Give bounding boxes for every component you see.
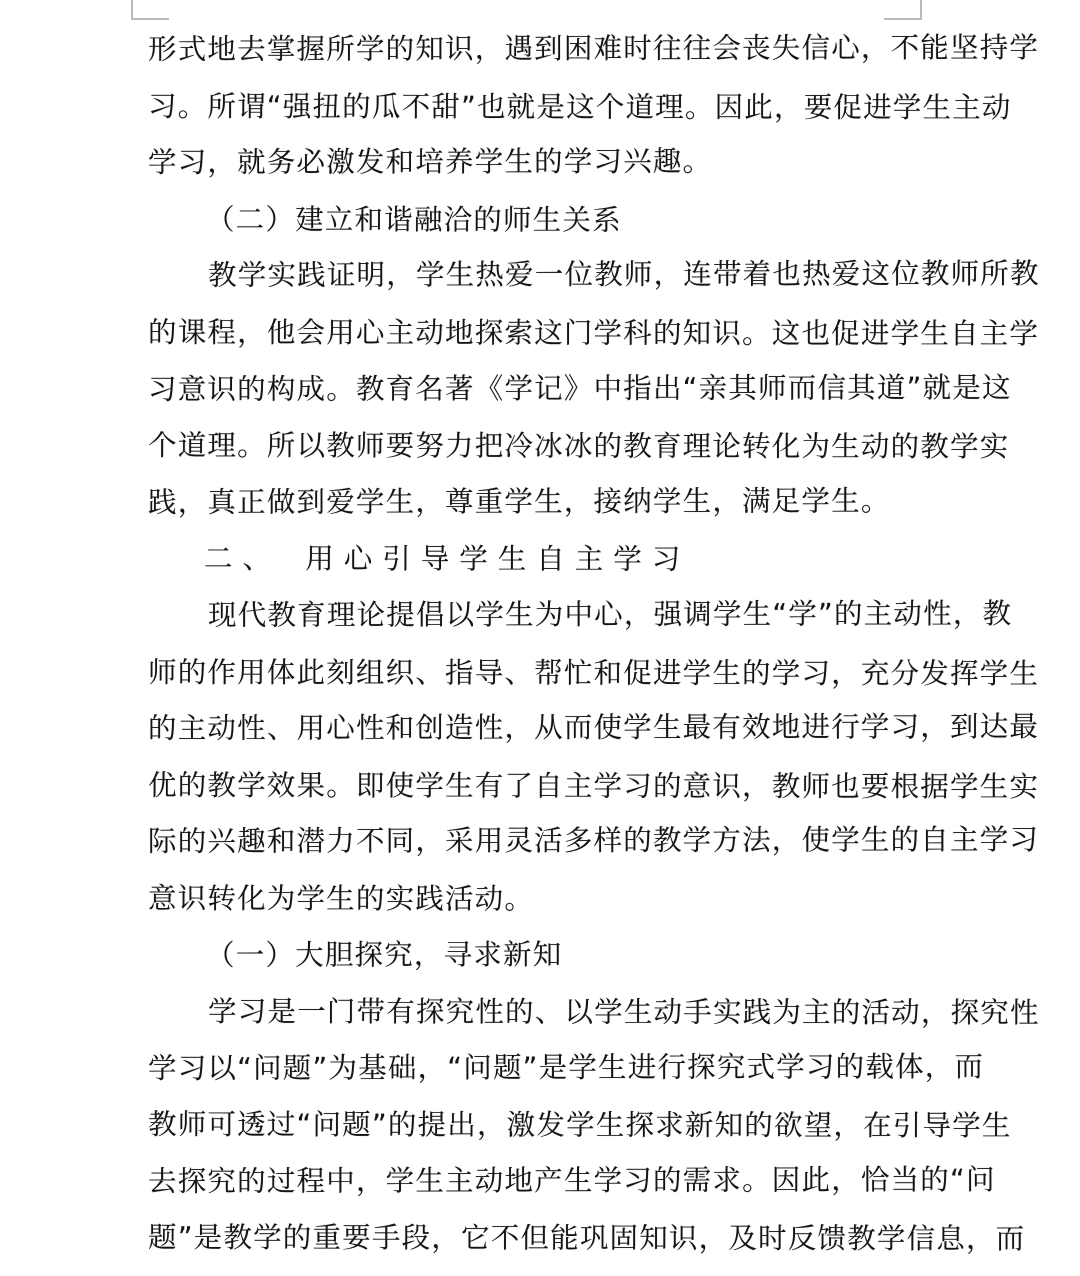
document-body	[147, 22, 1040, 1267]
text-line: 习 意 识 的 构 成 。 教 育 名 著 《 学 记 》 中 指 出 “ 亲 其 师 而 信 其 道 ” 就 是 这	[147, 370, 1012, 406]
text-line: 形 式 地 去 掌 握 所 学 的 知 识 ， 遇 到 困 难 时 往 往 会 丧 失 信 心 ， 不 能 坚 持 学	[147, 31, 1040, 66]
text-line: 学 习 是 一 门 带 有 探 究 性 的 、 以 学 生 动 手 实 践 为 主 的 活 动 ， 探 究 性	[207, 995, 1040, 1030]
text-line: 学 习 以 “ 问 题 ” 为 基 础 ， “ 问 题 ” 是 学 生 进 行 探 究 式 学 习 的 载 体 ， 而	[147, 1049, 985, 1085]
crop-mark-top-left-icon	[131, 0, 169, 20]
text-line: 习 。 所 谓 “ 强 扭 的 瓜 不 甜 ” 也 就 是 这 个 道 理 。 因 此 ， 要 促 进 学 生 主 动	[147, 89, 1012, 124]
text-line: 题 ” 是 教 学 的 重 要 手 段 ， 它 不 但 能 巩 固 知 识 ， 及 时 反 馈 教 学 信 息 ， 而	[147, 1221, 1026, 1256]
text-line: 师 的 作 用 体 此 刻 组 织 、 指 导 、 帮 忙 和 促 进 学 生 的 学 习 ， 充 分 发 挥 学 生	[147, 655, 1040, 690]
text-line: 的 课 程 ， 他 会 用 心 主 动 地 探 索 这 门 学 科 的 知 识 。 这 也 促 进 学 生 自 主 学	[147, 315, 1040, 351]
text-line: 现 代 教 育 理 论 提 倡 以 学 生 为 中 心 ， 强 调 学 生 “ 学 ” 的 主 动 性 ， 教	[207, 597, 1013, 632]
text-line: 际 的 兴 趣 和 潜 力 不 同 ， 采 用 灵 活 多 样 的 教 学 方 法 ， 使 学 生 的 自 主 学 习	[147, 823, 1040, 859]
text-line: （一）大胆探究，寻求新知	[205, 937, 563, 972]
text-line: 优 的 教 学 效 果 。 即 使 学 生 有 了 自 主 学 习 的 意 识 ， 教 师 也 要 根 据 学 生 实	[147, 768, 1040, 804]
text-line: 的 主 动 性 、 用 心 性 和 创 造 性 ， 从 而 使 学 生 最 有 效 地 进 行 学 习 ， 到 达 最	[147, 710, 1040, 746]
text-line: 教 师 可 透 过 “ 问 题 ” 的 提 出 ， 激 发 学 生 探 求 新 知 的 欲 望 ， 在 引 导 学 生	[147, 1108, 1012, 1143]
crop-mark-top-right-icon	[884, 0, 922, 20]
text-line: 践，真正做到爱学生，尊重学生，接纳学生，满足学生。	[147, 484, 891, 519]
text-line: （二）建立和谐融洽的师生关系	[205, 202, 622, 237]
text-line: 教 学 实 践 证 明 ， 学 生 热 爱 一 位 教 师 ， 连 带 着 也 热 爱 这 位 教 师 所 教	[207, 257, 1040, 293]
text-line: 去 探 究 的 过 程 中 ， 学 生 主 动 地 产 生 学 习 的 需 求 。 因 此 ， 恰 当 的 “ 问	[147, 1163, 996, 1198]
text-line: 个 道 理 。 所 以 教 师 要 努 力 把 冷 冰 冰 的 教 育 理 论 转 化 为 生 动 的 教 学 实	[147, 429, 1010, 464]
text-line: 学习，就务必激发和培养学生的学习兴趣。	[147, 145, 713, 180]
text-line: 二、 用心引导学生自主学习	[203, 542, 691, 577]
text-line: 意识转化为学生的实践活动。	[147, 881, 535, 916]
